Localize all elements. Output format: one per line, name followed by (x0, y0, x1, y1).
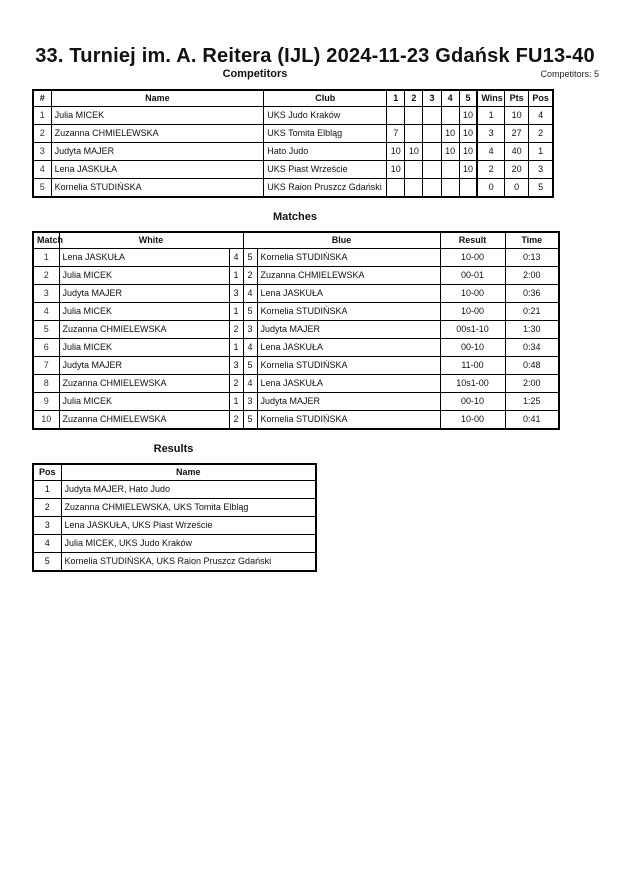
table-row (33, 499, 316, 517)
score-cell-5: 10 (459, 143, 477, 161)
competitor-count: Competitors: 5 (540, 69, 599, 79)
match-result: 00-01 (440, 267, 505, 285)
match-result: 10-00 (440, 249, 505, 267)
match-result: 00-10 (440, 339, 505, 357)
blue-number: 5 (243, 411, 257, 430)
match-number: 2 (33, 267, 59, 285)
competitor-club: Hato Judo (264, 143, 387, 161)
blue-competitor: Judyta MAJER (257, 321, 440, 339)
score-cell-4: 10 (441, 125, 459, 143)
table-row (33, 285, 559, 303)
result-name: Julia MICEK, UKS Judo Kraków (61, 535, 316, 553)
results-table (32, 463, 317, 572)
competitor-points: 10 (505, 107, 529, 125)
table-row (33, 393, 559, 411)
col-score-5: 5 (459, 90, 477, 107)
competitor-name: Lena JASKUŁA (51, 161, 264, 179)
table-row (33, 517, 316, 535)
col-blue: Blue (243, 232, 440, 249)
score-cell-1: 10 (387, 161, 405, 179)
col-time: Time (505, 232, 559, 249)
table-row (33, 339, 559, 357)
result-name: Zuzanna CHMIELEWSKA, UKS Tomita Elbląg (61, 499, 316, 517)
white-competitor: Lena JASKUŁA (59, 249, 229, 267)
blue-number: 4 (243, 339, 257, 357)
blue-number: 4 (243, 285, 257, 303)
match-number: 5 (33, 321, 59, 339)
score-cell-2 (405, 179, 423, 198)
competitor-club: UKS Piast Wrzeście (264, 161, 387, 179)
blue-competitor: Kornelia STUDIŃSKA (257, 303, 440, 321)
competitor-name: Zuzanna CHMIELEWSKA (51, 125, 264, 143)
match-time: 0:21 (505, 303, 559, 321)
table-row (33, 303, 559, 321)
white-competitor: Julia MICEK (59, 303, 229, 321)
white-competitor: Judyta MAJER (59, 285, 229, 303)
match-time: 0:36 (505, 285, 559, 303)
result-name: Lena JASKUŁA, UKS Piast Wrzeście (61, 517, 316, 535)
matches-header-row (33, 232, 559, 249)
blue-number: 3 (243, 393, 257, 411)
blue-competitor: Lena JASKUŁA (257, 375, 440, 393)
competitor-points: 27 (505, 125, 529, 143)
col-score-2: 2 (405, 90, 423, 107)
result-position: 3 (33, 517, 61, 535)
competitor-number: 2 (33, 125, 51, 143)
match-result: 11-00 (440, 357, 505, 375)
table-row (33, 553, 316, 572)
score-cell-1: 7 (387, 125, 405, 143)
competitor-name: Kornelia STUDIŃSKA (51, 179, 264, 198)
competitors-header-row (33, 90, 553, 107)
blue-competitor: Lena JASKUŁA (257, 285, 440, 303)
match-number: 8 (33, 375, 59, 393)
white-number: 1 (229, 267, 243, 285)
blue-competitor: Kornelia STUDIŃSKA (257, 411, 440, 430)
table-row (33, 143, 553, 161)
match-number: 3 (33, 285, 59, 303)
score-cell-1 (387, 179, 405, 198)
score-cell-2 (405, 107, 423, 125)
white-number: 1 (229, 393, 243, 411)
result-position: 2 (33, 499, 61, 517)
matches-section-title: Matches (272, 211, 318, 223)
score-cell-4 (441, 179, 459, 198)
table-row (33, 107, 553, 125)
score-cell-4 (441, 107, 459, 125)
table-row (33, 357, 559, 375)
results-header-row (33, 464, 316, 481)
results-section-title: Results (153, 443, 194, 455)
white-competitor: Judyta MAJER (59, 357, 229, 375)
blue-competitor: Lena JASKUŁA (257, 339, 440, 357)
blue-number: 5 (243, 357, 257, 375)
page-title: 33. Turniej im. A. Reitera (IJL) 2024-11-23 Gdańsk FU13-40 (35, 45, 595, 67)
blue-number: 5 (243, 249, 257, 267)
table-row (33, 411, 559, 430)
col-result: Result (440, 232, 505, 249)
competitor-position: 3 (529, 161, 553, 179)
table-row (33, 161, 553, 179)
competitor-name: Judyta MAJER (51, 143, 264, 161)
table-row (33, 375, 559, 393)
col-results-pos: Pos (33, 464, 61, 481)
score-cell-5: 10 (459, 125, 477, 143)
competitor-name: Julia MICEK (51, 107, 264, 125)
match-result: 10-00 (440, 285, 505, 303)
table-row (33, 481, 316, 499)
match-result: 10-00 (440, 411, 505, 430)
match-number: 1 (33, 249, 59, 267)
score-cell-2 (405, 125, 423, 143)
competitor-wins: 4 (477, 143, 504, 161)
score-cell-3 (423, 143, 441, 161)
result-name: Kornelia STUDIŃSKA, UKS Raion Pruszcz Gdański (61, 553, 316, 572)
blue-number: 2 (243, 267, 257, 285)
competitor-position: 5 (529, 179, 553, 198)
score-cell-2 (405, 161, 423, 179)
white-competitor: Julia MICEK (59, 339, 229, 357)
white-number: 2 (229, 375, 243, 393)
match-time: 1:30 (505, 321, 559, 339)
result-position: 1 (33, 481, 61, 499)
match-time: 0:13 (505, 249, 559, 267)
competitor-position: 4 (529, 107, 553, 125)
match-number: 6 (33, 339, 59, 357)
match-time: 2:00 (505, 267, 559, 285)
score-cell-4 (441, 161, 459, 179)
competitor-club: UKS Tomita Elbląg (264, 125, 387, 143)
score-cell-3 (423, 107, 441, 125)
match-number: 10 (33, 411, 59, 430)
white-competitor: Zuzanna CHMIELEWSKA (59, 375, 229, 393)
white-number: 2 (229, 321, 243, 339)
match-number: 9 (33, 393, 59, 411)
match-number: 7 (33, 357, 59, 375)
blue-competitor: Kornelia STUDIŃSKA (257, 357, 440, 375)
white-number: 1 (229, 303, 243, 321)
score-cell-5: 10 (459, 107, 477, 125)
competitor-number: 5 (33, 179, 51, 198)
match-number: 4 (33, 303, 59, 321)
match-time: 0:41 (505, 411, 559, 430)
white-number: 4 (229, 249, 243, 267)
blue-competitor: Kornelia STUDIŃSKA (257, 249, 440, 267)
col-score-4: 4 (441, 90, 459, 107)
competitor-wins: 0 (477, 179, 504, 198)
competitor-points: 0 (505, 179, 529, 198)
competitor-club: UKS Raion Pruszcz Gdański (264, 179, 387, 198)
competitor-wins: 1 (477, 107, 504, 125)
match-result: 00-10 (440, 393, 505, 411)
blue-number: 5 (243, 303, 257, 321)
competitor-number: 3 (33, 143, 51, 161)
score-cell-1 (387, 107, 405, 125)
col-results-name: Name (61, 464, 316, 481)
blue-competitor: Judyta MAJER (257, 393, 440, 411)
match-result: 10s1-00 (440, 375, 505, 393)
match-time: 0:48 (505, 357, 559, 375)
blue-number: 3 (243, 321, 257, 339)
score-cell-1: 10 (387, 143, 405, 161)
matches-table (32, 231, 560, 430)
col-score-3: 3 (423, 90, 441, 107)
match-time: 2:00 (505, 375, 559, 393)
competitor-number: 4 (33, 161, 51, 179)
table-row (33, 179, 553, 198)
white-competitor: Julia MICEK (59, 393, 229, 411)
score-cell-3 (423, 125, 441, 143)
white-competitor: Zuzanna CHMIELEWSKA (59, 411, 229, 430)
competitor-number: 1 (33, 107, 51, 125)
white-number: 3 (229, 285, 243, 303)
white-competitor: Julia MICEK (59, 267, 229, 285)
col-number: # (33, 90, 51, 107)
competitor-points: 40 (505, 143, 529, 161)
table-row (33, 321, 559, 339)
col-white: White (59, 232, 243, 249)
result-name: Judyta MAJER, Hato Judo (61, 481, 316, 499)
match-result: 00s1-10 (440, 321, 505, 339)
blue-competitor: Zuzanna CHMIELEWSKA (257, 267, 440, 285)
col-wins: Wins (477, 90, 504, 107)
col-club: Club (264, 90, 387, 107)
result-position: 5 (33, 553, 61, 572)
table-row (33, 535, 316, 553)
result-position: 4 (33, 535, 61, 553)
white-number: 3 (229, 357, 243, 375)
competitors-section-title: Competitors (222, 68, 288, 80)
col-pts: Pts (505, 90, 529, 107)
white-competitor: Zuzanna CHMIELEWSKA (59, 321, 229, 339)
col-pos: Pos (529, 90, 553, 107)
score-cell-5: 10 (459, 161, 477, 179)
competitor-position: 1 (529, 143, 553, 161)
score-cell-5 (459, 179, 477, 198)
match-result: 10-00 (440, 303, 505, 321)
competitor-position: 2 (529, 125, 553, 143)
table-row (33, 267, 559, 285)
score-cell-2: 10 (405, 143, 423, 161)
competitor-points: 20 (505, 161, 529, 179)
blue-number: 4 (243, 375, 257, 393)
white-number: 2 (229, 411, 243, 430)
col-score-1: 1 (387, 90, 405, 107)
col-name: Name (51, 90, 264, 107)
table-row (33, 125, 553, 143)
score-cell-4: 10 (441, 143, 459, 161)
match-time: 1:25 (505, 393, 559, 411)
white-number: 1 (229, 339, 243, 357)
competitor-club: UKS Judo Kraków (264, 107, 387, 125)
competitors-table (32, 89, 554, 198)
match-time: 0:34 (505, 339, 559, 357)
score-cell-3 (423, 179, 441, 198)
col-match: Match (33, 232, 59, 249)
competitor-wins: 3 (477, 125, 504, 143)
score-cell-3 (423, 161, 441, 179)
table-row (33, 249, 559, 267)
competitor-wins: 2 (477, 161, 504, 179)
